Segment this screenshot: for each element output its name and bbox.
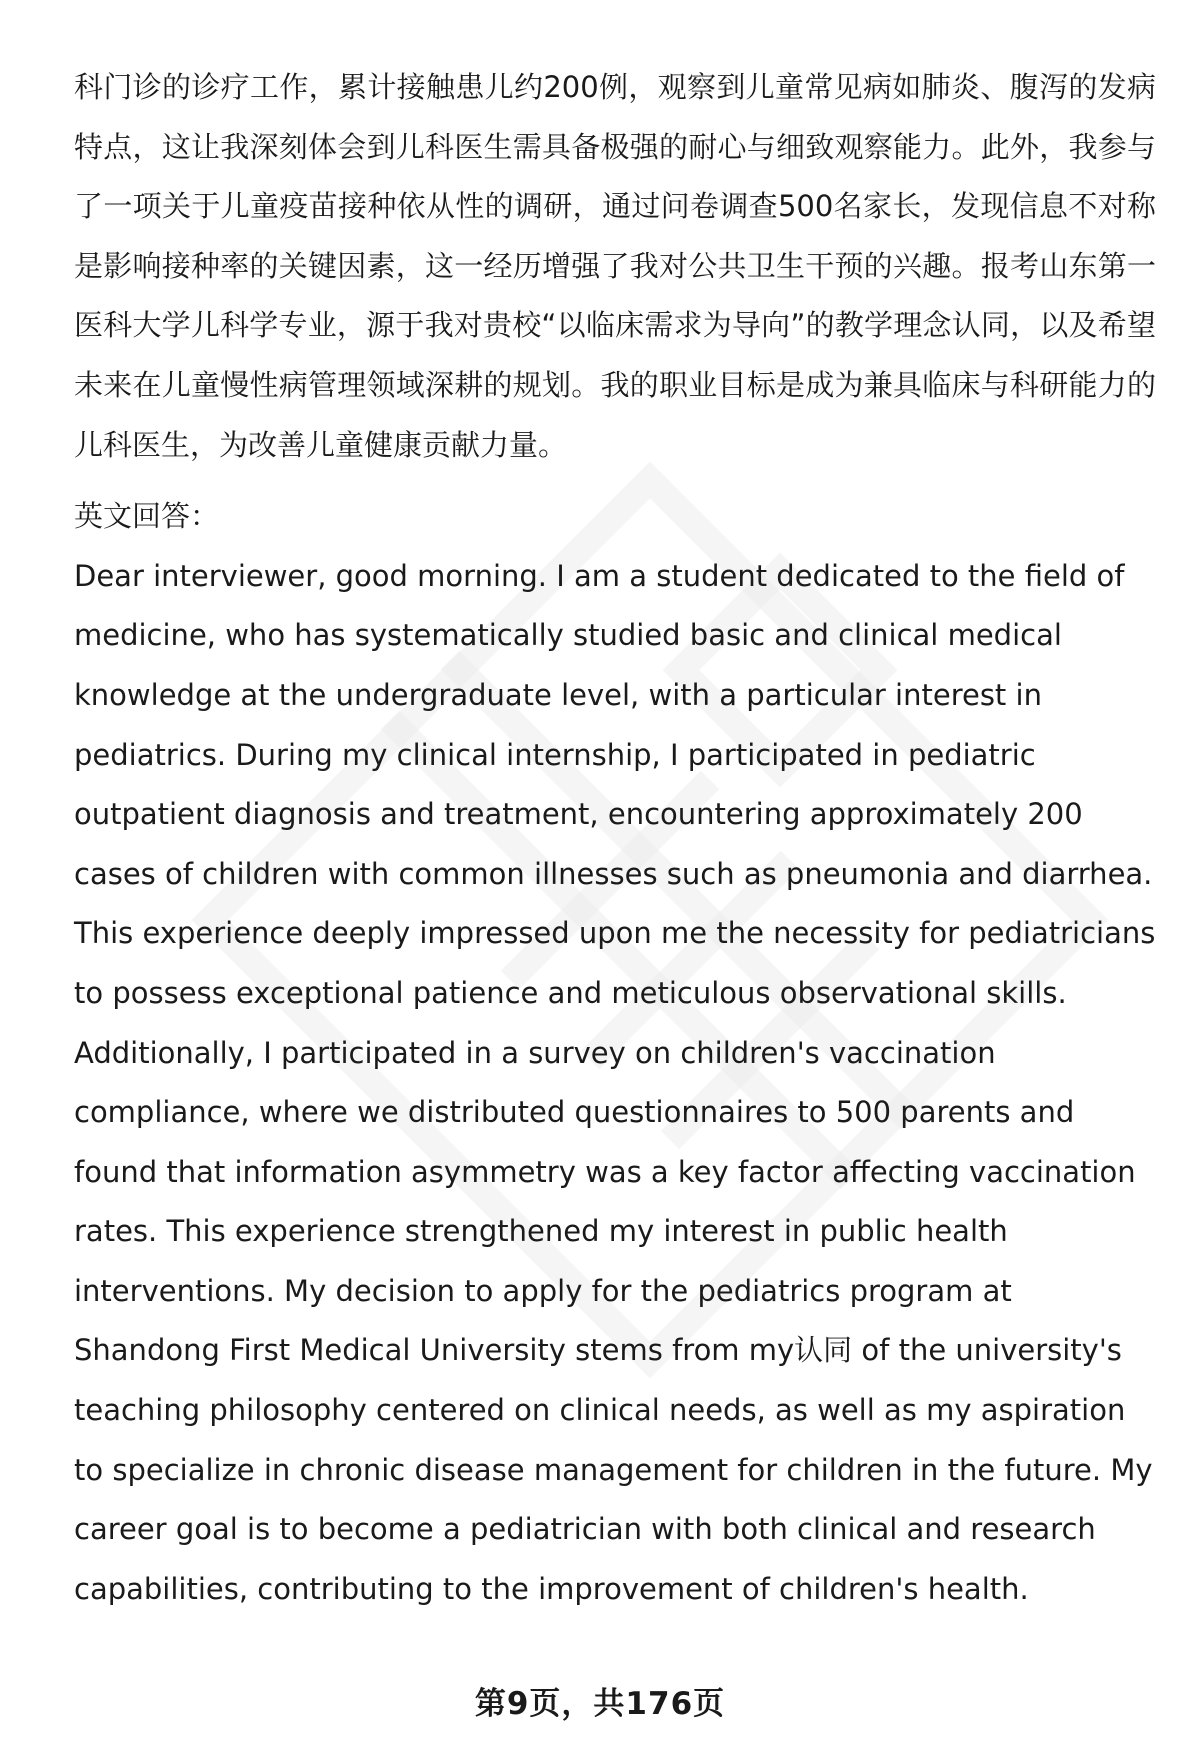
english-answer-label: 英文回答：	[74, 499, 220, 534]
document-body	[74, 58, 1156, 1619]
english-answer-paragraph: Dear interviewer, good morning. I am a student dedicated to the field of medicine, who has systematically studied basic and clinical medical knowledge at the undergraduate level, with a particular interest in pediatrics. During my clinical internship, I participated in pediatric outpatient diagnosis and treatment, encountering approximately 200 cases of children with common illnesses such as pneumonia and diarrhea. This experience deeply impressed upon me the necessity for pediatricians to possess exceptional patience and meticulous observational skills. Additionally, I participated in a survey on children's vaccination compliance, where we distributed questionnaires to 500 parents and found that information asymmetry was a key factor affecting vaccination rates. This experience strengthened my interest in public health interventions. My decision to apply for the pediatrics program at Shandong First Medical University stems from my认同 of the university's teaching philosophy centered on clinical needs, as well as my aspiration to specialize in chronic disease management for children in the future. My career goal is to become a pediatrician with both clinical and research capabilities, contributing to the improvement of children's health.	[74, 558, 1156, 1606]
page-footer: 第9页，共176页	[474, 1686, 726, 1722]
chinese-answer-paragraph: 科门诊的诊疗工作，累计接触患儿约200例，观察到儿童常见病如肺炎、腹泻的发病特点，这让我深刻体会到儿科医生需具备极强的耐心与细致观察能力。此外，我参与了一项关于儿童疫苗接种依从性的调研，通过问卷调查500名家长，发现信息不对称是影响接种率的关键因素，这一经历增强了我对公共卫生干预的兴趣。报考山东第一医科大学儿科学专业，源于我对贵校“以临床需求为导向”的教学理念认同，以及希望未来在儿童慢性病管理领域深耕的规划。我的职业目标是成为兼具临床与科研能力的儿科医生，为改善儿童健康贡献力量。	[74, 70, 1156, 462]
